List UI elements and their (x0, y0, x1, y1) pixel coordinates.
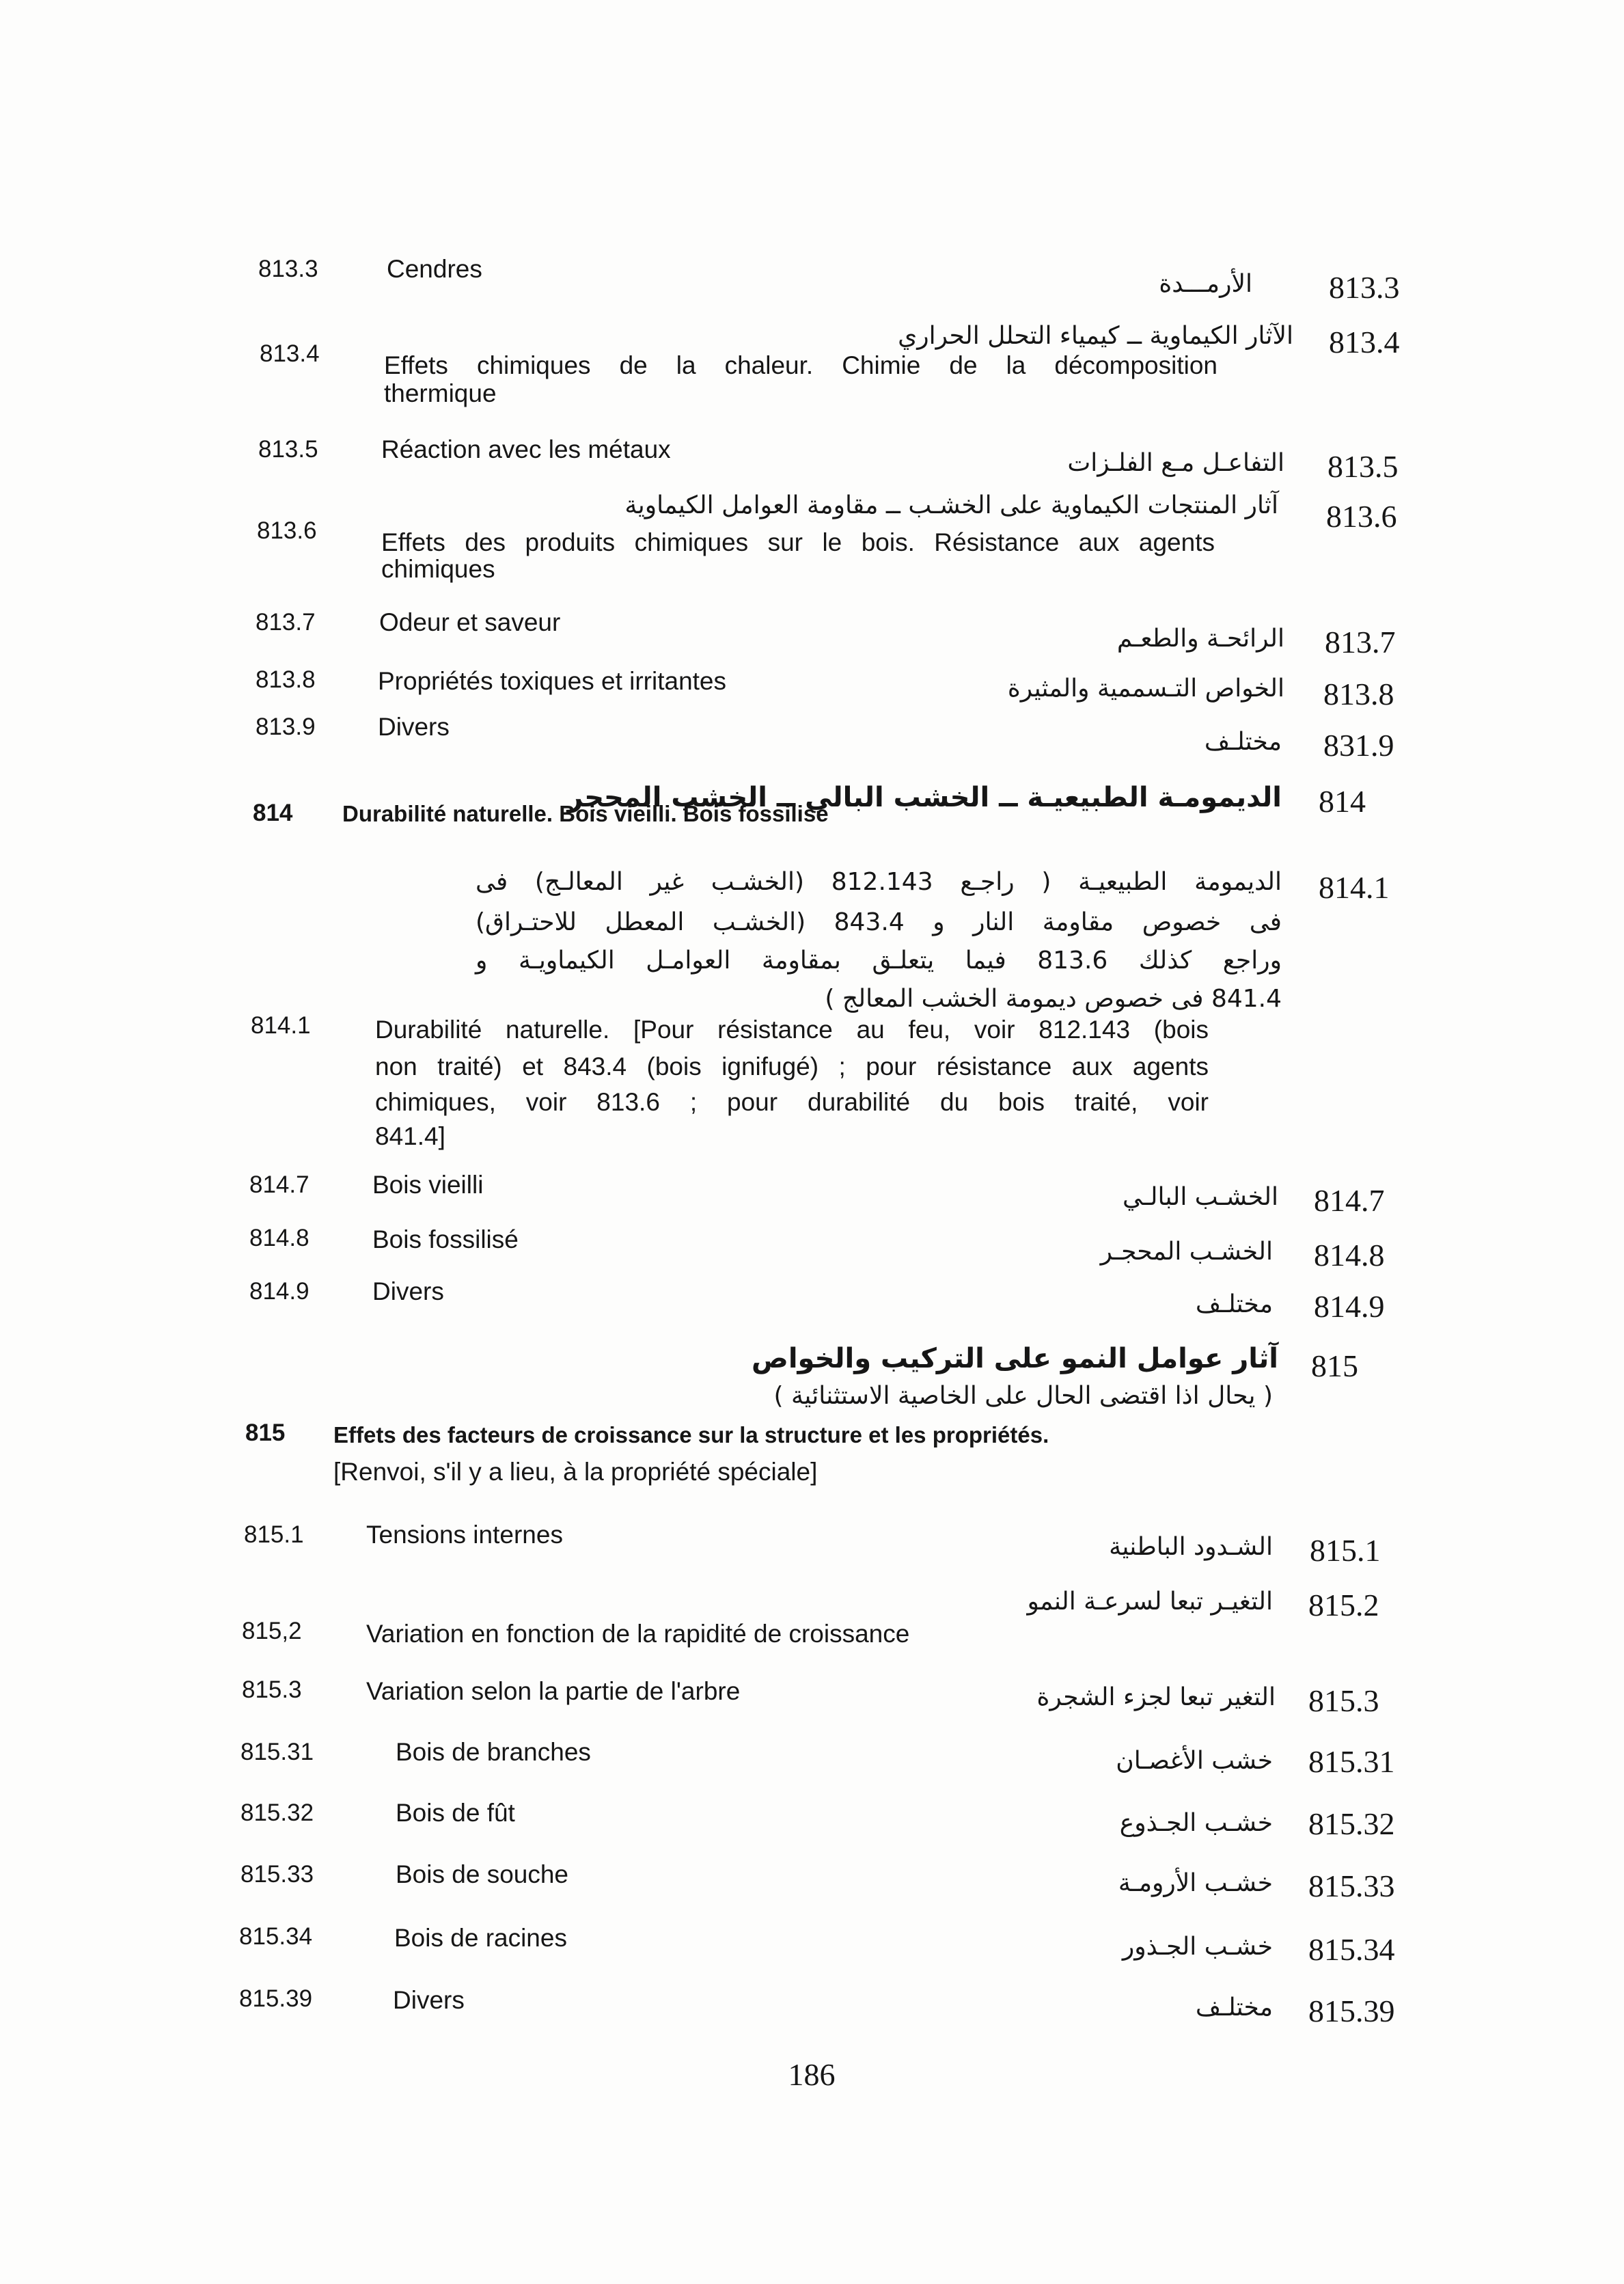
entry-813-6-code-fr: 813.6 (257, 517, 317, 544)
entry-813-3-label-fr: Cendres (387, 255, 482, 283)
entry-815-33-code-fr: 815.33 (240, 1861, 314, 1888)
entry-813-4-label-fr-line2: thermique (384, 379, 497, 407)
entry-813-9-code-ar: 831.9 (1323, 728, 1394, 763)
entry-814-code-fr: 814 (253, 800, 293, 826)
entry-813-7-label-ar: الرائحـة والطعـم (1116, 625, 1284, 653)
entry-814-8-code-ar: 814.8 (1314, 1238, 1385, 1273)
entry-813-4-label-ar: الآثار الكيماوية ــ كيمياء التحلل الحراري (898, 322, 1293, 350)
entry-815-31-label-ar: خشب الأغصـان (1116, 1747, 1273, 1775)
entry-813-7-label-fr: Odeur et saveur (379, 608, 561, 636)
entry-814-1-label-ar-line4: 841.4 فى خصوص ديمومة الخشب المعالج ) (825, 985, 1282, 1013)
entry-815-code-ar: 815 (1311, 1348, 1358, 1383)
entry-814-7-code-ar: 814.7 (1314, 1183, 1385, 1218)
entry-814-1-label-ar-line3: وراجع كذلك 813.6 فيما يتعلـق بمقاومة العوامـل الكيماويـة و (476, 947, 1282, 975)
entry-814-7-label-ar: الخشـب البالـي (1123, 1183, 1278, 1211)
entry-815-1-code-fr: 815.1 (244, 1521, 304, 1548)
entry-815-39-code-fr: 815.39 (239, 1985, 313, 2012)
entry-813-4-label-fr-line1: Effets chimiques de la chaleur. Chimie de la décomposition (384, 351, 1217, 379)
entry-815-34-label-fr: Bois de racines (394, 1924, 567, 1952)
entry-815-34-code-fr: 815.34 (239, 1923, 313, 1950)
entry-813-5-code-fr: 813.5 (258, 436, 318, 463)
entry-815-31-code-fr: 815.31 (240, 1739, 314, 1765)
entry-814-1-label-ar-line2: فى خصوص مقاومة النار و 843.4 (الخشـب المعطل للاحتـراق) (476, 908, 1282, 936)
entry-813-8-code-fr: 813.8 (256, 666, 316, 693)
entry-813-6-label-ar: آثار المنتجات الكيماوية على الخشـب ــ مقاومة العوامل الكيماوية (624, 491, 1278, 519)
entry-815-note-ar: ( يحال اذا اقتضى الحال على الخاصية الاستثنائية ) (773, 1382, 1273, 1410)
entry-813-3-code-fr: 813.3 (258, 256, 318, 282)
entry-815-heading-fr: Effets des facteurs de croissance sur la structure et les propriétés. (333, 1422, 1049, 1447)
entry-813-3-label-ar: الأرمـــدة (1159, 270, 1252, 298)
entry-815-1-code-ar: 815.1 (1310, 1533, 1381, 1568)
entry-814-1-code-ar: 814.1 (1319, 870, 1390, 905)
entry-815-2-label-ar: التغيـر تبعا لسرعـة النمو (1027, 1588, 1273, 1616)
entry-814-8-code-fr: 814.8 (249, 1225, 309, 1251)
entry-814-7-code-fr: 814.7 (249, 1171, 309, 1198)
entry-813-7-code-fr: 813.7 (256, 609, 316, 636)
entry-815-32-code-fr: 815.32 (240, 1799, 314, 1826)
entry-813-9-code-fr: 813.9 (256, 713, 316, 740)
entry-815-33-label-fr: Bois de souche (396, 1860, 569, 1888)
entry-814-heading-ar: الديمومـة الطبيعيـة ــ الخشب البالي ــ الخشب المحجر (567, 782, 1282, 813)
entry-813-5-code-ar: 813.5 (1327, 449, 1399, 484)
entry-815-32-label-fr: Bois de fût (396, 1799, 515, 1827)
entry-813-5-label-ar: التفاعـل مـع الفلـزات (1067, 449, 1284, 477)
entry-815-32-label-ar: خشـب الجـذوع (1119, 1809, 1273, 1837)
entry-815-39-label-fr: Divers (393, 1986, 465, 2014)
entry-813-9-label-fr: Divers (378, 713, 450, 741)
entry-813-4-code-fr: 813.4 (260, 340, 320, 367)
entry-813-6-code-ar: 813.6 (1326, 499, 1397, 534)
entry-815-2-code-fr: 815,2 (242, 1618, 302, 1644)
entry-815-1-label-ar: الشـدود الباطنية (1109, 1533, 1273, 1561)
entry-815-34-code-ar: 815.34 (1308, 1932, 1395, 1967)
entry-814-1-label-fr-line1: Durabilité naturelle. [Pour résistance au feu, voir 812.143 (bois (375, 1016, 1209, 1044)
page-number: 186 (788, 2057, 836, 2092)
entry-815-3-code-fr: 815.3 (242, 1676, 302, 1703)
entry-813-6-label-fr-line2: chimiques (381, 555, 495, 583)
entry-815-31-code-ar: 815.31 (1308, 1744, 1395, 1779)
entry-815-39-code-ar: 815.39 (1308, 1994, 1395, 2028)
entry-815-33-label-ar: خشـب الأرومـة (1118, 1869, 1273, 1897)
entry-813-8-label-ar: الخواص التـسممية والمثيرة (1007, 675, 1284, 703)
entry-815-3-label-fr: Variation selon la partie de l'arbre (366, 1677, 741, 1705)
entry-813-9-label-ar: مختلـف (1204, 728, 1282, 756)
entry-813-4-code-ar: 813.4 (1329, 325, 1400, 359)
entry-814-8-label-fr: Bois fossilisé (372, 1225, 519, 1253)
entry-813-6-label-fr-line1: Effets des produits chimiques sur le bois. Résistance aux agents (381, 528, 1215, 556)
entry-814-9-label-fr: Divers (372, 1277, 444, 1305)
entry-813-8-code-ar: 813.8 (1323, 677, 1394, 711)
entry-815-33-code-ar: 815.33 (1308, 1868, 1395, 1903)
entry-815-3-code-ar: 815.3 (1308, 1683, 1379, 1718)
entry-815-34-label-ar: خشـب الجـذور (1122, 1933, 1273, 1961)
entry-814-heading-fr: Durabilité naturelle. Bois vieilli. Bois fossilisé (342, 801, 829, 826)
entry-813-7-code-ar: 813.7 (1325, 625, 1396, 660)
entry-815-code-fr: 815 (245, 1419, 286, 1446)
entry-813-3-code-ar: 813.3 (1329, 270, 1400, 305)
entry-815-2-code-ar: 815.2 (1308, 1588, 1379, 1622)
entry-814-1-label-ar-line1: الديمومة الطبيعيـة ( راجـع 812.143 (الخشـب غير المعالـج) فى (476, 868, 1282, 896)
entry-814-1-label-fr-line2: non traité) et 843.4 (bois ignifugé) ; pour résistance aux agents (375, 1052, 1209, 1080)
entry-815-32-code-ar: 815.32 (1308, 1806, 1395, 1841)
entry-815-3-label-ar: التغير تبعا لجزء الشجرة (1036, 1683, 1276, 1711)
entry-814-9-code-ar: 814.9 (1314, 1289, 1385, 1324)
entry-815-heading-ar: آثار عوامل النمو على التركيب والخواص (752, 1343, 1278, 1374)
entry-814-8-label-ar: الخشـب المحجـر (1100, 1238, 1273, 1266)
entry-815-2-label-fr: Variation en fonction de la rapidité de croissance (366, 1620, 910, 1648)
entry-815-note-fr: [Renvoi, s'il y a lieu, à la propriété spéciale] (333, 1458, 818, 1486)
entry-813-5-label-fr: Réaction avec les métaux (381, 435, 671, 463)
entry-813-8-label-fr: Propriétés toxiques et irritantes (378, 667, 727, 695)
entry-814-9-code-fr: 814.9 (249, 1278, 309, 1305)
entry-814-7-label-fr: Bois vieilli (372, 1171, 484, 1199)
entry-814-1-label-fr-line3: chimiques, voir 813.6 ; pour durabilité du bois traité, voir (375, 1088, 1209, 1116)
entry-815-31-label-fr: Bois de branches (396, 1738, 591, 1766)
entry-814-code-ar: 814 (1319, 784, 1366, 819)
entry-814-1-label-fr-line4: 841.4] (375, 1122, 445, 1150)
entry-814-9-label-ar: مختلـف (1195, 1290, 1273, 1318)
entry-815-1-label-fr: Tensions internes (366, 1521, 563, 1549)
entry-814-1-code-fr: 814.1 (251, 1012, 311, 1039)
entry-815-39-label-ar: مختلـف (1195, 1994, 1273, 2022)
